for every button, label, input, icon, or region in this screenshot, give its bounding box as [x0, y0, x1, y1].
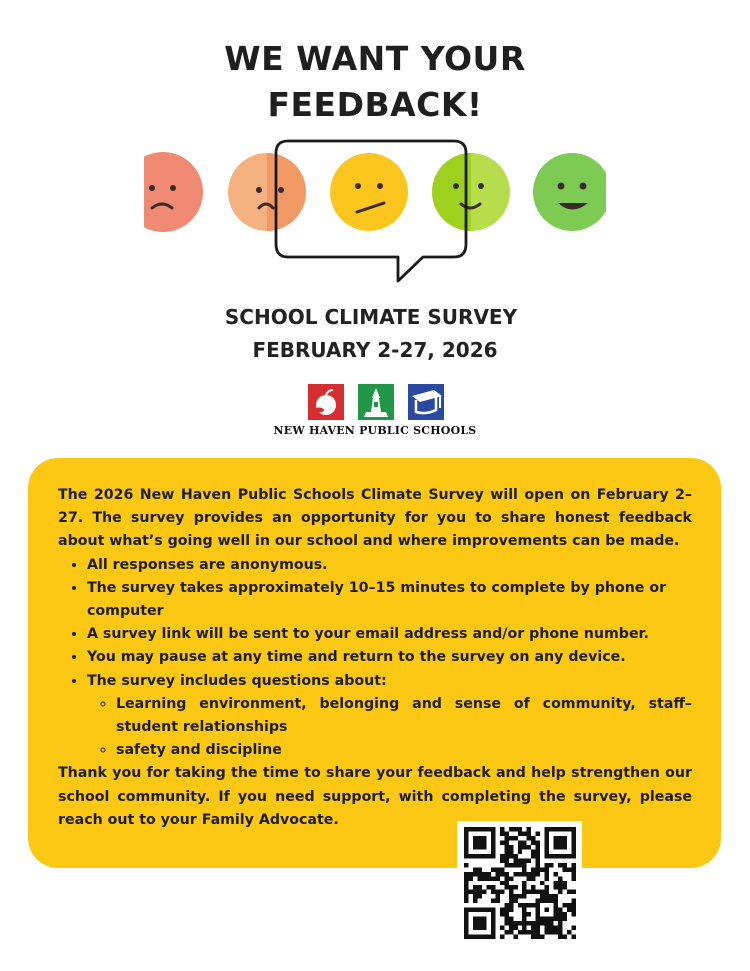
survey-title: SCHOOL CLIMATE SURVEY — [224, 305, 518, 329]
bullet-item-topics — [87, 670, 692, 763]
topics-sub-list — [87, 693, 692, 763]
neutral-face-icon — [330, 153, 408, 231]
qr-code-icon — [464, 827, 576, 939]
very-sad-face-icon — [123, 152, 203, 232]
sub-bullet-item: ◦ safety and discipline — [116, 739, 692, 762]
bullet-item: • A survey link will be sent to your email address and/or phone number. — [87, 623, 692, 646]
info-bullet-list — [58, 554, 692, 763]
tower-logo-icon — [358, 384, 394, 420]
feedback-faces-graphic — [0, 136, 750, 286]
intro-paragraph: The 2026 New Haven Public Schools Climate Survey will open on February 2–27. The survey provides an opportunity for you to share honest feedback about what’s going well in our school and where improvements can be made. — [58, 487, 692, 550]
graduation-cap-logo-icon — [408, 384, 444, 420]
bullet-topics-label: The survey includes questions about: — [87, 672, 387, 689]
bullet-item: • You may pause at any time and return to the survey on any device. — [87, 646, 692, 669]
sub-bullet-item: ◦ Learning environment, belonging and sense of community, staff–student relationships — [116, 693, 692, 739]
headline-line-1: WE WANT YOUR — [224, 39, 526, 78]
happy-face-icon — [533, 153, 611, 231]
bullet-item: • The survey takes approximately 10–15 minutes to complete by phone or computer — [87, 577, 692, 623]
bullet-item: • All responses are anonymous. — [87, 554, 692, 577]
qr-code[interactable] — [457, 821, 582, 946]
nhps-logo — [308, 384, 444, 420]
headline-line-2: FEEDBACK! — [267, 85, 483, 124]
info-content — [58, 484, 692, 832]
smiling-face-icon — [432, 153, 510, 231]
sad-face-icon — [228, 153, 306, 231]
logo-text: NEW HAVEN PUBLIC SCHOOLS — [273, 424, 477, 437]
closing-paragraph: Thank you for taking the time to share your feedback and help strengthen our school community. If you need support, with completing the survey, please reach out to your Family Advocate. — [58, 765, 692, 828]
apple-logo-icon — [308, 384, 344, 420]
survey-dates: FEBRUARY 2-27, 2026 — [252, 338, 498, 362]
